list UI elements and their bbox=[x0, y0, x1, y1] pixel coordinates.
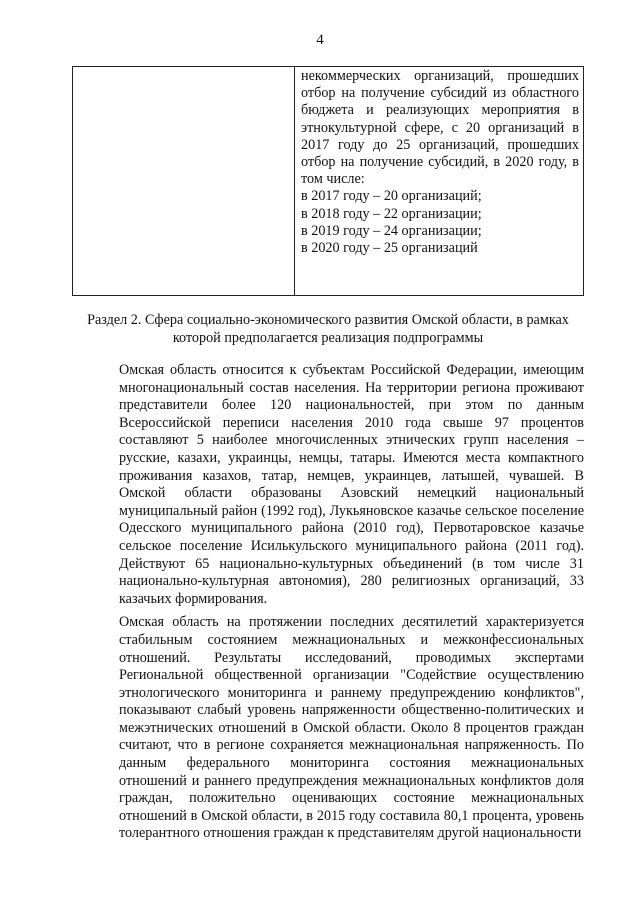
table-right-cell bbox=[301, 68, 579, 257]
table-cell-intro: некоммерческих организаций, прошедших отбор на получение субсидий из областного бюджета и реализующих мероприятия в этнокультурной сфере, с 20 организаций в 2017 году до 25 организаций, прошедших отбор на получение субсидий, в 2020 году, в том числе: bbox=[301, 68, 579, 188]
table-cell-line: в 2017 году – 20 организаций; bbox=[301, 188, 482, 205]
page-number: 4 bbox=[316, 32, 324, 48]
paragraph: Омская область относится к субъектам Российской Федерации, имеющим многонациональный состав населения. На территории региона проживают представители более 120 национальностей, при этом по данным Всероссийской переписи населения 2010 года свыше 97 процентов составляют 5 наиболее многочисленных этнических групп населения – русские, казахи, украинцы, немцы, татары. Имеются места компактного проживания казахов, татар, немцев, украинцев, латышей, чувашей. В Омской области образованы Азовский немецкий национальный муниципальный район (1992 год), Лукьяновское казачье сельское поселение Одесского муниципального района (2010 год), Первотаровское казачье сельское поселение Исилькульского муниципального района (2011 год). Действуют 65 национально-культурных объединений (в том числе 31 национально-культурная автономия), 280 религиозных организаций, 33 казачьих формирования. bbox=[119, 362, 584, 607]
table-column-divider bbox=[294, 67, 295, 295]
table-cell-line: в 2020 году – 25 организаций bbox=[301, 240, 478, 257]
paragraph: Омская область на протяжении последних десятилетий характеризуется стабильным состоянием межнациональных и межконфессиональных отношений. Результаты исследований, проводимых экспертами Региональной общественной организации "Содействие осуществлению этнологического мониторинга и раннему предупреждению конфликтов", показывают слабый уровень напряженности общественно-политических и межэтнических отношений в Омской области. Около 8 процентов граждан считают, что в регионе сохраняется межнациональная напряженность. По данным федерального мониторинга состояния межнациональных отношений и раннего предупреждения межнациональных конфликтов доля граждан, положительно оценивающих состояние межнациональных отношений в Омской области, в 2015 году составила 80,1 процента, уровень толерантного отношения граждан к представителям другой национальности bbox=[119, 614, 584, 842]
section-heading: Раздел 2. Сфера социально-экономического развития Омской области, в рамках которой предполагается реализация подпрограммы bbox=[87, 312, 569, 346]
body-text bbox=[89, 362, 584, 843]
table-cell-line: в 2019 году – 24 организации; bbox=[301, 222, 482, 239]
table-cell-line: в 2018 году – 22 организации; bbox=[301, 205, 482, 222]
indicators-table bbox=[72, 66, 584, 296]
